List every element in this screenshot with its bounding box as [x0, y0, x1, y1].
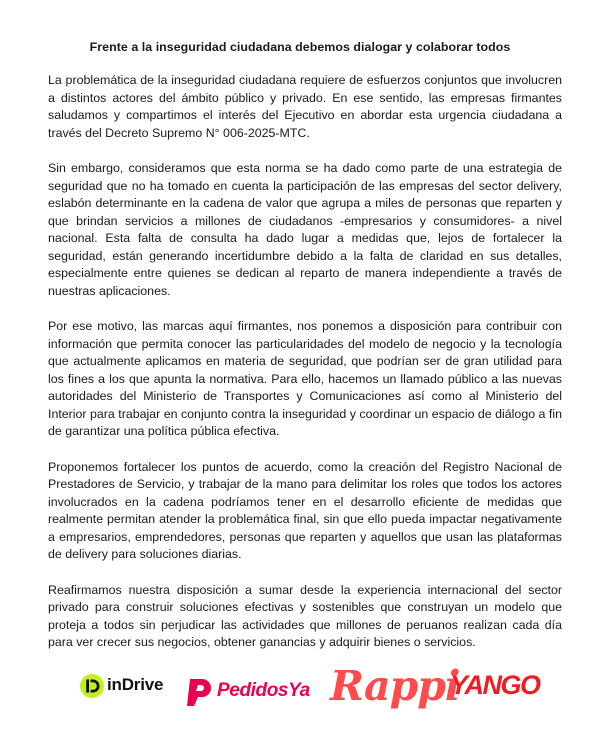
paragraph-3: Por ese motivo, las marcas aquí firmantes, nos ponemos a disposición para contribuir con información que permita conocer las particularidades del modelo de negocio y la tecnología que actualmente aplicamos en materia de seguridad, que podrían ser de gran utilidad para los fines a los que apunta la normativa. Para ello, hacemos un llamado público a las nuevas autoridades del Ministerio de Transportes y Comunicaciones así como al Ministerio del Interior para trabajar en conjunto contra la inseguridad y coordinar un espacio de diálogo a fin de garantizar una política pública efectiva.	[48, 319, 562, 438]
paragraph-1: La problemática de la inseguridad ciudadana requiere de esfuerzos conjuntos que involucren a distintos actores del ámbito público y privado. En ese sentido, las empresas firmantes saludamos y compartimos el interés del Ejecutivo en abordar esta urgencia ciudadana a través del Decreto Supremo N° 006-2025-MTC.	[48, 73, 562, 140]
paragraph-5: Reafirmamos nuestra disposición a sumar desde la experiencia internacional del sector privado para construir soluciones efectivas y sostenibles que construyan un modelo que proteja a todos sin perjudicar las actividades que millones de peruanos realizan cada día para ver crecer sus negocios, obtener ganancias y adquirir bienes o servicios.	[48, 582, 562, 649]
document-body	[48, 72, 562, 670]
indrive-wordmark: inDrive	[107, 675, 164, 694]
document-title: Frente a la inseguridad ciudadana debemos dialogar y colaborar todos	[89, 40, 511, 54]
signatory-logos	[0, 664, 600, 714]
rappi-wordmark: Rappi	[330, 662, 460, 710]
paragraph-4: Proponemos fortalecer los puntos de acuerdo, como la creación del Registro Nacional de Prestadores de Servicio, y trabajar de la mano para delimitar los roles que todos los actores involucrados en la cadena podríamos tener en el desarrollo eficiente de medidas que realmente permitan atender la problemática final, sin que ello pueda impactar negativamente a empresarios, emprendedores, personas que reparten y aquellos que usan las plataformas de delivery para soluciones diarias.	[48, 459, 562, 561]
indrive-logo	[80, 674, 180, 702]
rappi-logo	[330, 662, 460, 714]
pedidosya-logo	[186, 676, 326, 708]
pedidosya-p-icon	[186, 676, 216, 713]
yango-wordmark: YANGO	[450, 670, 540, 700]
paragraph-2: Sin embargo, consideramos que esta norma se ha dado como parte de una estrategia de seguridad que no ha tomado en cuenta la participación de las empresas del sector delivery, eslabón determinante en la cadena de valor que agrupa a miles de personas que reparten y que brindan servicios a millones de ciudadanos -empresarios y consumidores- a nivel nacional. Esta falta de consulta ha dado lugar a medidas que, lejos de fortalecer la seguridad, están generando incertidumbre debido a la falta de claridad en sus detalles, especialmente entre quienes se dedican al reparto de manera independiente a través de nuestras aplicaciones.	[48, 161, 562, 298]
pedidosya-wordmark: PedidosYa	[217, 680, 310, 701]
yango-logo	[450, 670, 540, 704]
indrive-badge-icon	[80, 674, 104, 698]
